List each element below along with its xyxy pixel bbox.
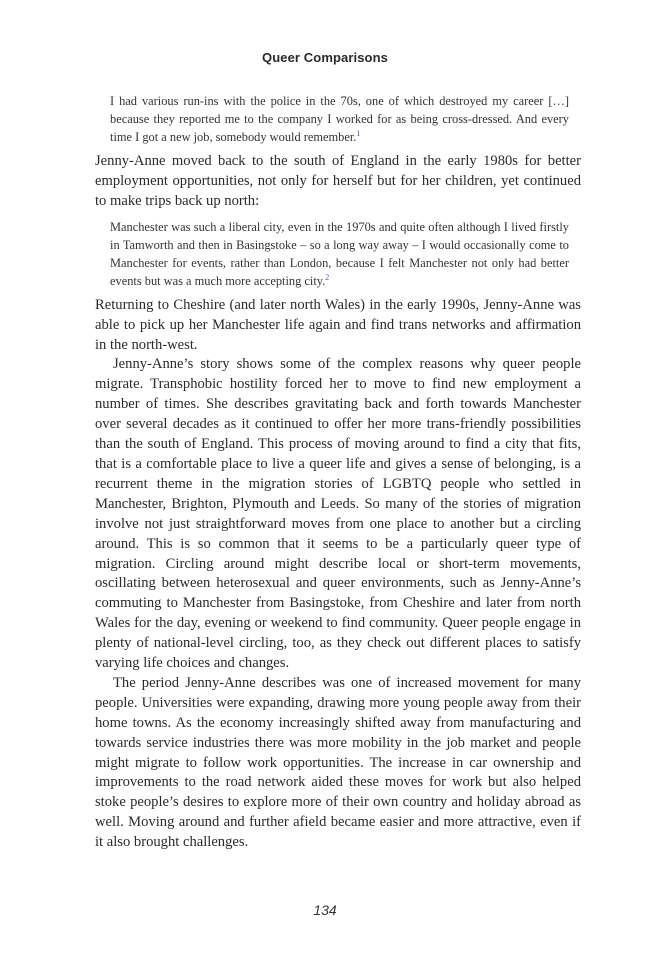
block-quote-1	[110, 92, 569, 146]
paragraph-2: Returning to Cheshire (and later north Wales) in the early 1990s, Jenny-Anne was able to pick up her Manchester life again and find trans networks and affirmation in the north-west.	[95, 296, 581, 353]
footnote-ref-1[interactable]: 1	[356, 128, 361, 138]
footnote-ref-2[interactable]: 2	[325, 272, 330, 282]
body-text	[95, 92, 581, 853]
block-quote-2	[110, 218, 569, 290]
paragraph-3: Jenny-Anne’s story shows some of the complex reasons why queer people migrate. Transphobic hostility forced her to move to find new employment a number of times. She describes gravitating back and forth towards Manchester over several decades as it continued to offer her more trans-friendly possibilities than the south of England. This process of moving around to find a city that fits, that is a comfortable place to live a queer life and gives a sense of belonging, is a recurrent theme in the migration stories of LGBTQ people who settled in Manchester, Brighton, Plymouth and Leeds. So many of the stories of migration involve not just straightforward moves from one place to another but a circling around. This is so common that it seems to be a particularly queer type of migration. Circling around might describe local or short-term movements, oscillating between heterosexual and queer environments, such as Jenny-Anne’s commuting to Manchester from Basingstoke, from Cheshire and later from north Wales for the day, evening or weekend to find community. Queer people engage in plenty of national-level circling, too, as they check out different places to satisfy varying life choices and changes.	[95, 356, 581, 672]
paragraph-4: The period Jenny-Anne describes was one of increased movement for many people. Universities were expanding, drawing more young people away from their home towns. As the economy increasingly shifted away from manufacturing and towards service industries there was more mobility in the job market and people might migrate to follow work opportunities. The increase in car ownership and improvements to the road network aided these moves for work but also helped stoke people’s desires to explore more of their own country and holiday abroad as well. Moving around and further afield became easier and more attractive, even if it also brought challenges.	[95, 674, 581, 851]
running-head: Queer Comparisons	[262, 50, 388, 65]
page-number: 134	[313, 902, 337, 918]
paragraph-1: Jenny-Anne moved back to the south of England in the early 1980s for better employment opportunities, not only for herself but for her children, yet continued to make trips back up north:	[95, 153, 581, 209]
block-quote-2-text: Manchester was such a liberal city, even in the 1970s and quite often although I lived firstly in Tamworth and then in Basingstoke – so a long way away – I would occasionally come to Manchester for events, rather than London, because I felt Manchester not only had better events but was a much more accepting city.	[110, 219, 569, 288]
block-quote-1-text: I had various run-ins with the police in the 70s, one of which destroyed my career […] because they reported me to the company I worked for as being cross-dressed. And every time I got a new job, somebody would remember.	[110, 94, 569, 144]
